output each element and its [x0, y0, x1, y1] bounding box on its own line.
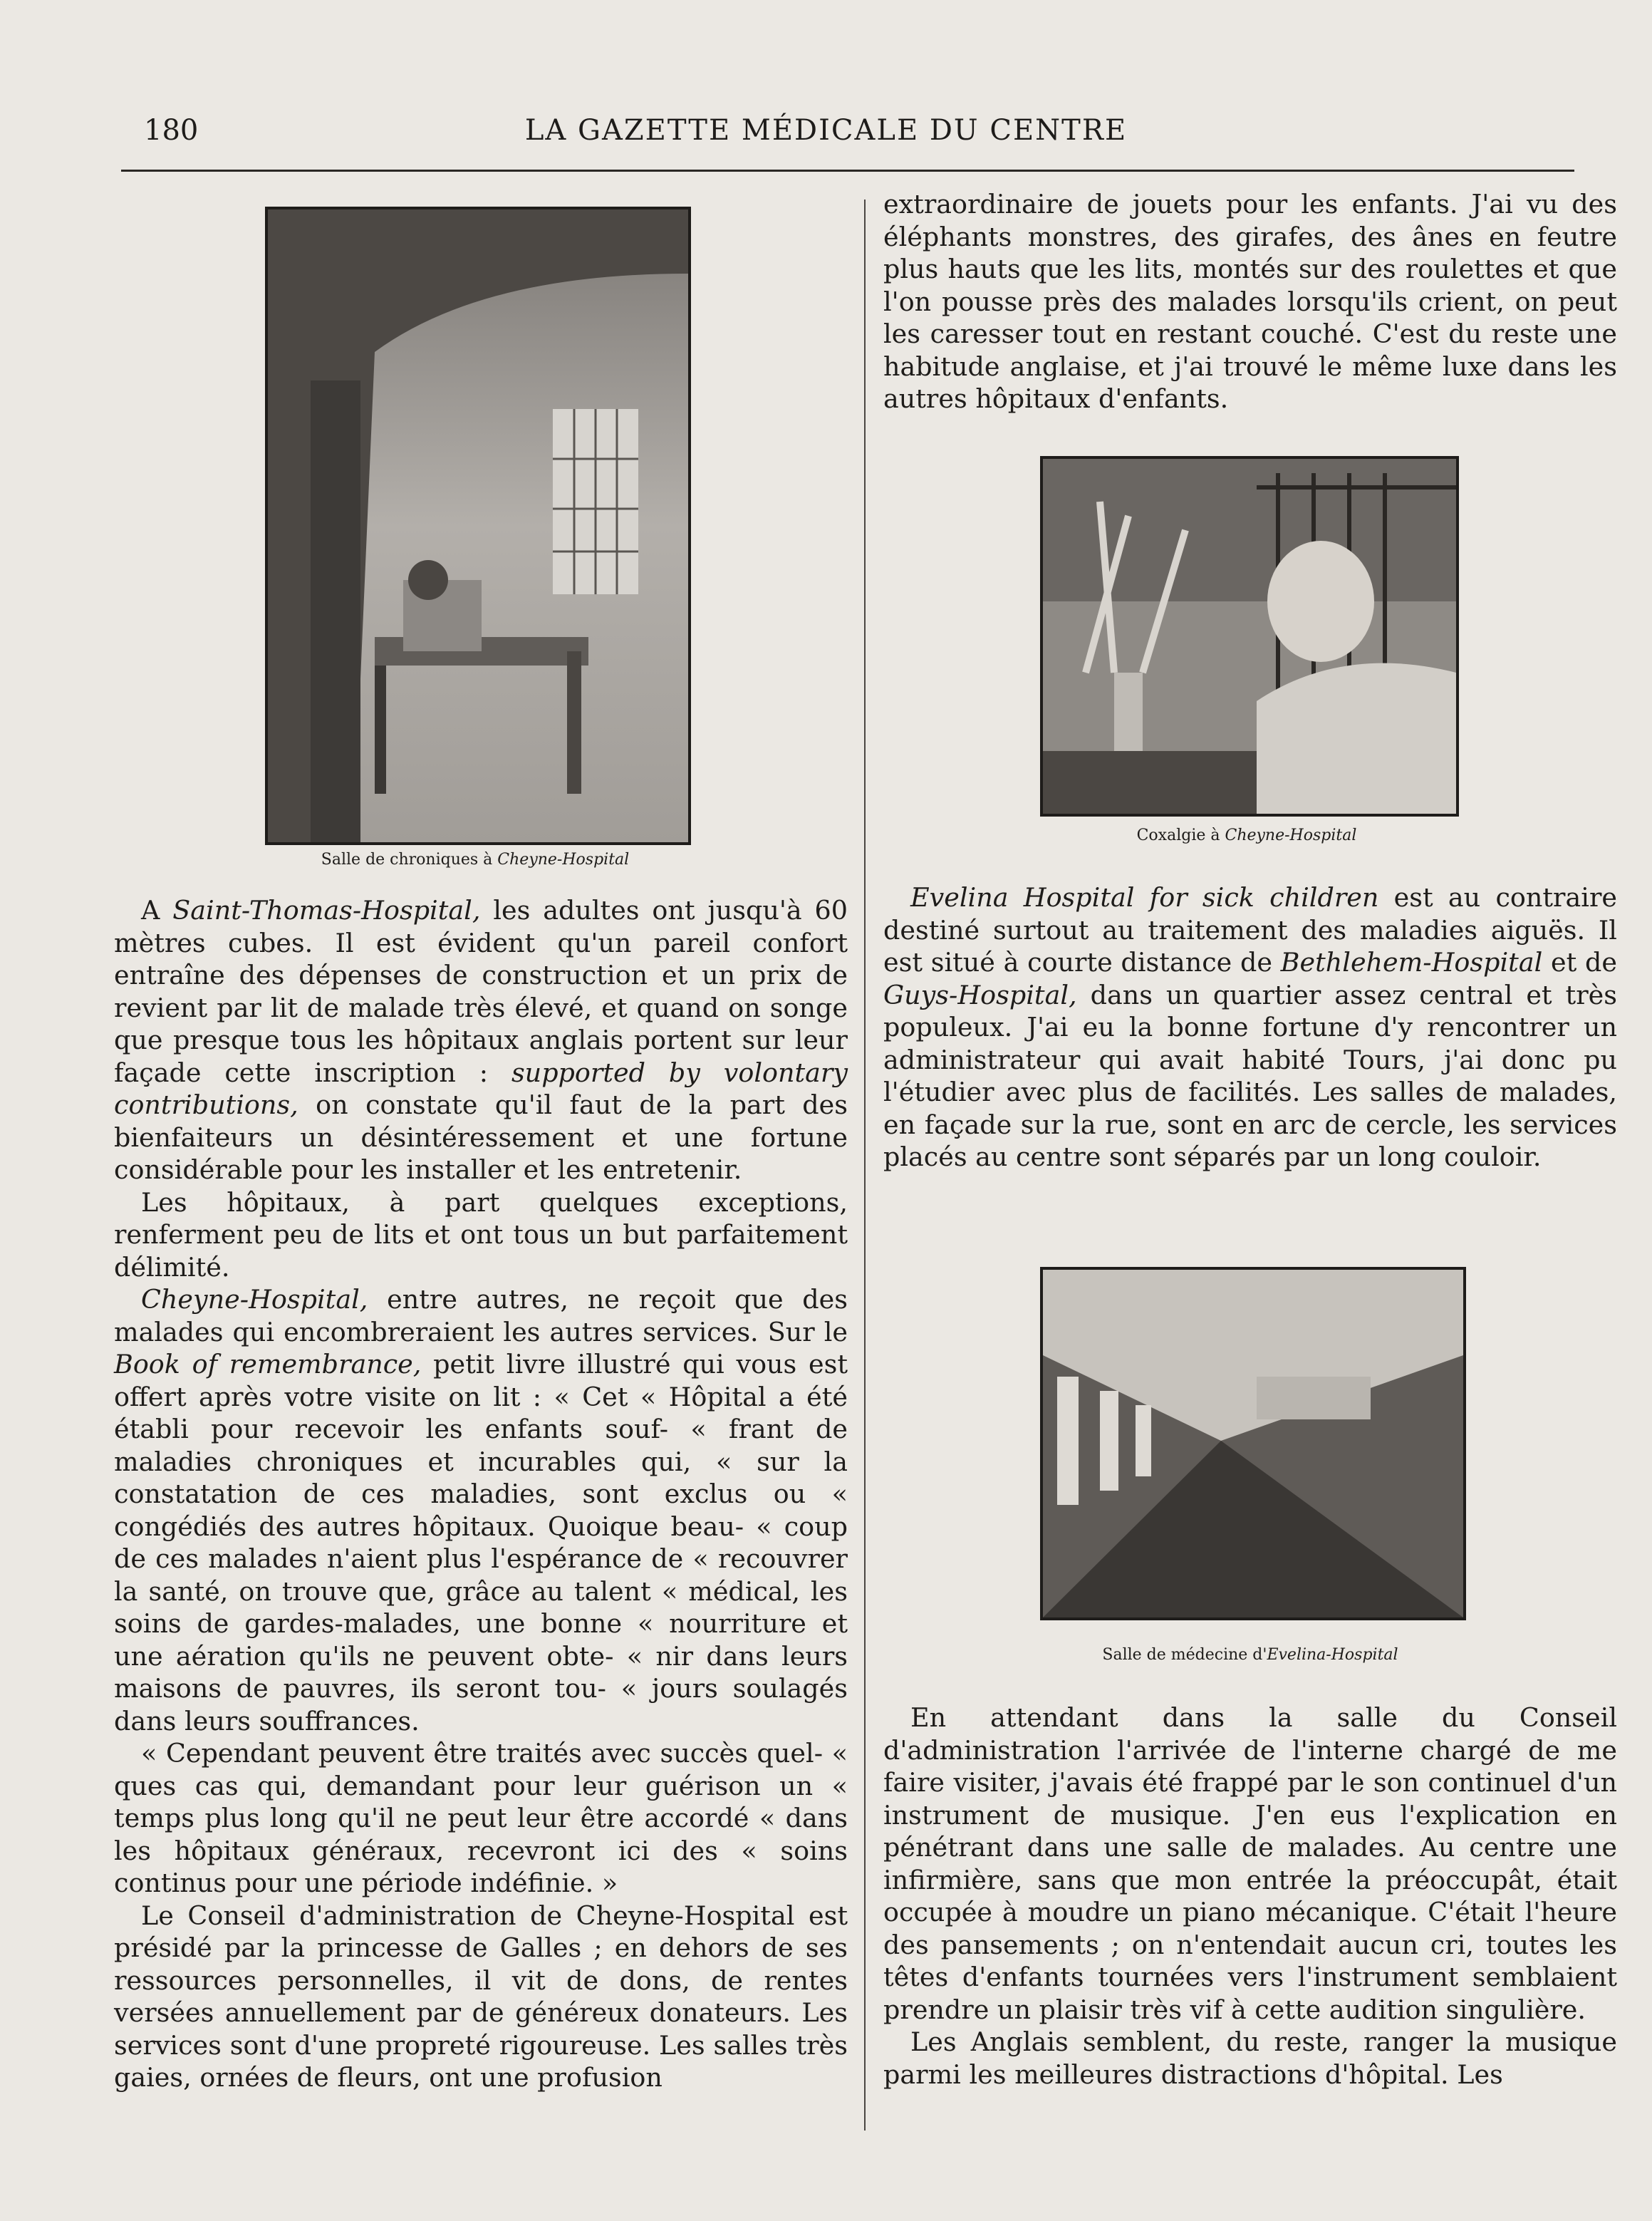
- left-column: [114, 894, 848, 2094]
- paragraph: Les Anglais semblent, du reste, ranger la musique parmi les meilleures distractions d'hôpital. Les: [883, 2026, 1617, 2090]
- text-run: dans un quartier assez central et très populeux. J'ai eu la bonne fortune d'y rencontrer un administrateur qui avait habité Tours, j'ai donc pu l'étudier avec plus de facilités. Les salles de malades, en façade sur la rue, sont en arc de cercle, les services placés au centre sont séparés par un long couloir.: [883, 979, 1617, 1172]
- paragraph: extraordinaire de jouets pour les enfants. J'ai vu des éléphants monstres, des girafes, des ânes en feutre plus hauts que les lits, montés sur des roulettes et que l'on pousse près des malades lorsqu'ils crient, on peut les caresser tout en restant couché. C'est du reste une habitude anglaise, et j'ai trouvé le même luxe dans les autres hôpitaux d'enfants.: [883, 189, 1617, 414]
- column-rule: [864, 200, 866, 2131]
- caption-place: Cheyne-Hospital: [1225, 827, 1357, 844]
- photo-chronic-ward: [265, 207, 691, 845]
- running-title: LA GAZETTE MÉDICALE DU CENTRE: [524, 114, 1128, 147]
- page-number: 180: [144, 114, 199, 147]
- paragraph: [114, 894, 848, 1186]
- paragraph: [883, 881, 1617, 1174]
- text-run: A: [141, 895, 173, 926]
- italic-run: supported by volontary contributions,: [114, 1057, 848, 1120]
- text-run: entre autres, ne reçoit que des malades qui encombreraient les autres services. Sur le: [114, 1284, 848, 1347]
- paragraph: Les hôpitaux, à part quelques exceptions, renferment peu de lits et ont tous un but parfaitement délimité.: [114, 1186, 848, 1283]
- italic-run: Bethlehem-Hospital: [1280, 947, 1543, 978]
- italic-run: Saint-Thomas-Hospital,: [172, 895, 481, 926]
- figure-caption-1: [265, 851, 685, 869]
- right-column-bottom: [883, 1702, 1617, 2091]
- paragraph: [114, 1283, 848, 1737]
- caption-place: Cheyne-Hospital: [497, 851, 630, 869]
- text-run: on constate qu'il faut de la part des bienfaiteurs un désintéressement et une fortune considérable pour les installer et les entretenir.: [114, 1089, 848, 1185]
- header-rule: [121, 170, 1574, 172]
- italic-run: Guys-Hospital,: [883, 979, 1077, 1010]
- caption-place: Evelina-Hospital: [1267, 1646, 1398, 1664]
- italic-run: Cheyne-Hospital,: [141, 1284, 368, 1315]
- right-column-top: [883, 188, 1617, 415]
- caption-text: Coxalgie à: [1136, 827, 1225, 844]
- paragraph: « Cependant peuvent être traités avec succès quel- « ques cas qui, demandant pour leur guérison un « temps plus long qu'il ne peut leur être accordé « dans les hôpitaux généraux, recevront ici des « soins continus pour une période indéfinie. »: [114, 1738, 848, 1898]
- text-run: est au contraire destiné surtout au traitement des maladies aiguës. Il est situé à courte distance de: [883, 882, 1617, 978]
- italic-run: Evelina Hospital for sick children: [910, 882, 1379, 913]
- caption-text: Salle de médecine d': [1102, 1646, 1267, 1664]
- italic-run: Book of remembrance,: [114, 1349, 422, 1379]
- caption-text: Salle de chroniques à: [321, 851, 498, 869]
- paragraph: En attendant dans la salle du Conseil d'administration l'arrivée de l'interne chargé de me faire visiter, j'avais été frappé par le son continuel d'un instrument de musique. J'en eus l'explication en pénétrant dans une salle de malades. Au centre une infirmière, sans que mon entrée la préoccupât, était occupée à moudre un piano mécanique. C'était l'heure des pansements ; on n'entendait aucun cri, toutes les têtes d'enfants tournées vers l'instrument semblaient prendre un plaisir très vif à cette audition singulière.: [883, 1702, 1617, 2025]
- text-run: les adultes ont jusqu'à 60 mètres cubes. Il est évident qu'un pareil confort entraîne des dépenses de construction et un prix de revient par lit de malade très élevé, et quand on songe que presque tous les hôpitaux anglais portent sur leur façade cette inscription :: [114, 895, 848, 1088]
- figure-caption-3: [1040, 1646, 1460, 1664]
- figure-caption-2: [1040, 827, 1453, 844]
- text-run: et de: [1542, 947, 1617, 978]
- photo-evelina-ward: [1040, 1267, 1466, 1620]
- paragraph: Le Conseil d'administration de Cheyne-Hospital est présidé par la princesse de Galles ; en dehors de ses ressources personnelles, il vit de dons, de rentes versées annuellement par de généreux donateurs. Les services sont d'une propreté rigoureuse. Les salles très gaies, ornées de fleurs, ont une profusion: [114, 1900, 848, 2093]
- text-run: petit livre illustré qui vous est offert après votre visite on lit : « Cet « Hôpital a été établi pour recevoir les enfants souf- « frant de maladies chroniques et incurables qui, « sur la constatation de ces maladies, sont exclus ou « congédiés des autres hôpitaux. Quoique beau- « coup de ces malades n'aient plus l'espérance de « recouvrer la santé, on trouve que, grâce au talent « médical, les soins de gardes-malades, une bonne « nourriture et une aération qu'ils ne peuvent obte- « nir dans leurs maisons de pauvres, ils seront tou- « jours soulagés dans leurs souffrances.: [114, 1349, 848, 1736]
- photo-coxalgia: [1040, 456, 1459, 817]
- right-column-middle: [883, 881, 1617, 1174]
